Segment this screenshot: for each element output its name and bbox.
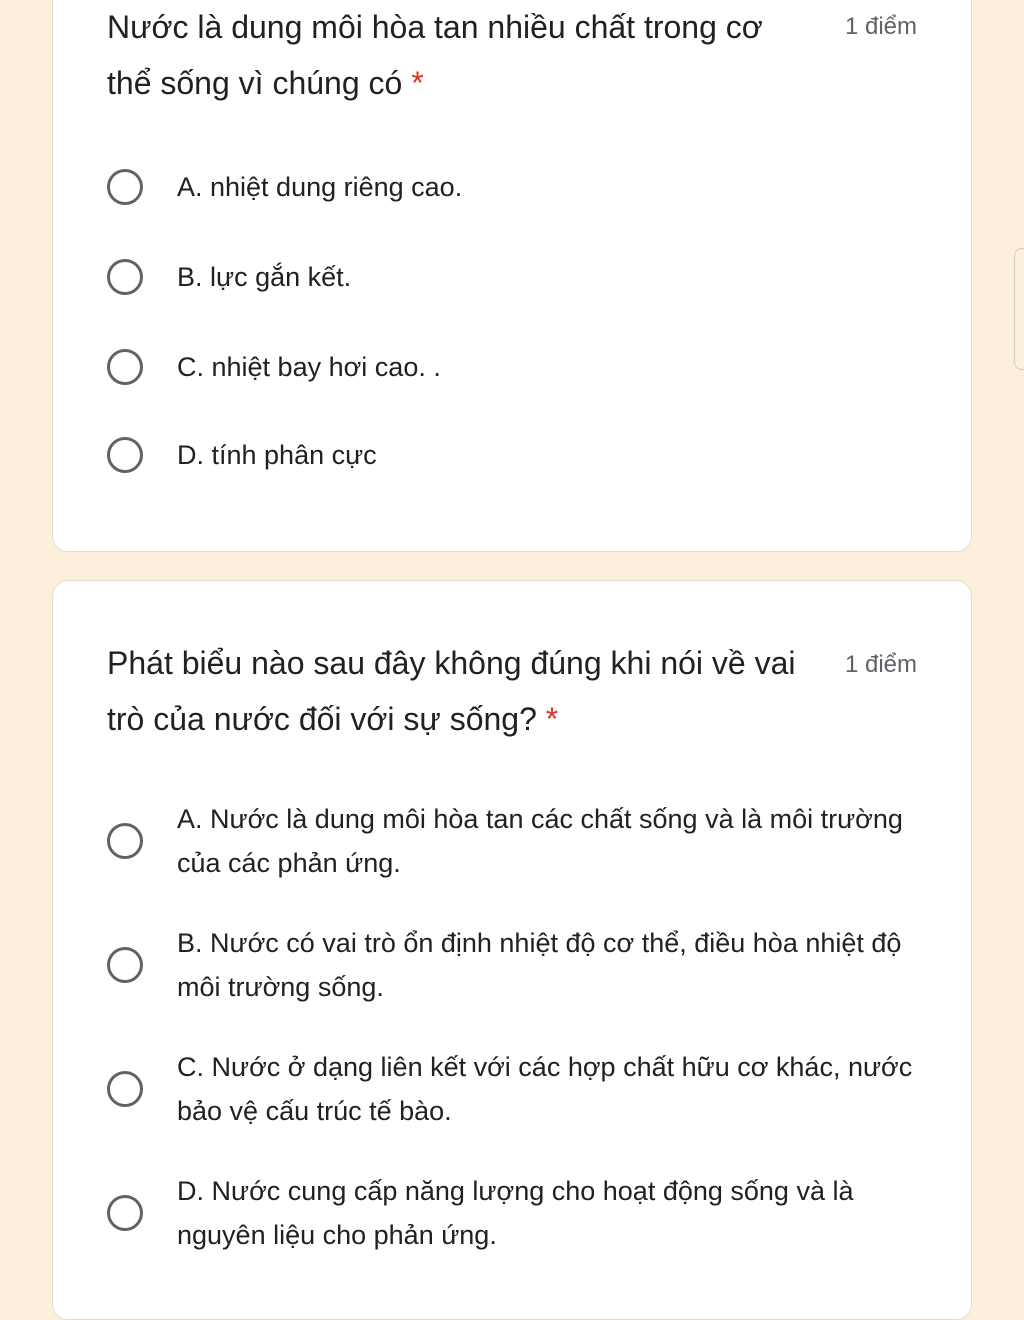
option-label: B. lực gắn kết. xyxy=(177,262,352,292)
radio-button-icon[interactable] xyxy=(107,437,143,473)
question-card-1 xyxy=(52,0,972,552)
option-label: D. Nước cung cấp năng lượng cho hoạt động sống và là nguyên liệu cho phản ứng. xyxy=(177,1176,854,1250)
points-label: 1 điểm xyxy=(844,13,917,40)
option-label: A. nhiệt dung riêng cao. xyxy=(177,172,463,202)
option-label: A. Nước là dung môi hòa tan các chất sống và là môi trường của các phản ứng. xyxy=(177,804,903,878)
question-card-2 xyxy=(52,580,972,1320)
radio-button-icon[interactable] xyxy=(107,169,143,205)
option-a[interactable] xyxy=(107,165,927,209)
question-title: Phát biểu nào sau đây không đúng khi nói về vai trò của nước đối với sự sống? * xyxy=(107,645,796,737)
radio-button-icon[interactable] xyxy=(107,259,143,295)
radio-button-icon[interactable] xyxy=(107,1195,143,1231)
option-b[interactable] xyxy=(107,921,927,1009)
radio-button-icon[interactable] xyxy=(107,349,143,385)
radio-button-icon[interactable] xyxy=(107,1071,143,1107)
option-label: C. Nước ở dạng liên kết với các hợp chất hữu cơ khác, nước bảo vệ cấu trúc tế bào. xyxy=(177,1052,913,1126)
points-label: 1 điểm xyxy=(844,651,917,678)
question-title: Nước là dung môi hòa tan nhiều chất trong cơ thể sống vì chúng có * xyxy=(107,9,763,101)
option-d[interactable] xyxy=(107,1169,927,1257)
required-asterisk: * xyxy=(411,65,424,101)
radio-button-icon[interactable] xyxy=(107,947,143,983)
option-b[interactable] xyxy=(107,255,927,299)
option-a[interactable] xyxy=(107,797,927,885)
option-d[interactable] xyxy=(107,433,927,477)
option-label: D. tính phân cực xyxy=(177,440,377,470)
option-label: C. nhiệt bay hơi cao. . xyxy=(177,352,441,382)
option-c[interactable] xyxy=(107,345,927,389)
scrollbar-edge[interactable] xyxy=(1014,248,1024,370)
option-c[interactable] xyxy=(107,1045,927,1133)
option-label: B. Nước có vai trò ổn định nhiệt độ cơ thể, điều hòa nhiệt độ môi trường sống. xyxy=(177,928,902,1002)
required-asterisk: * xyxy=(545,701,559,737)
radio-button-icon[interactable] xyxy=(107,823,143,859)
